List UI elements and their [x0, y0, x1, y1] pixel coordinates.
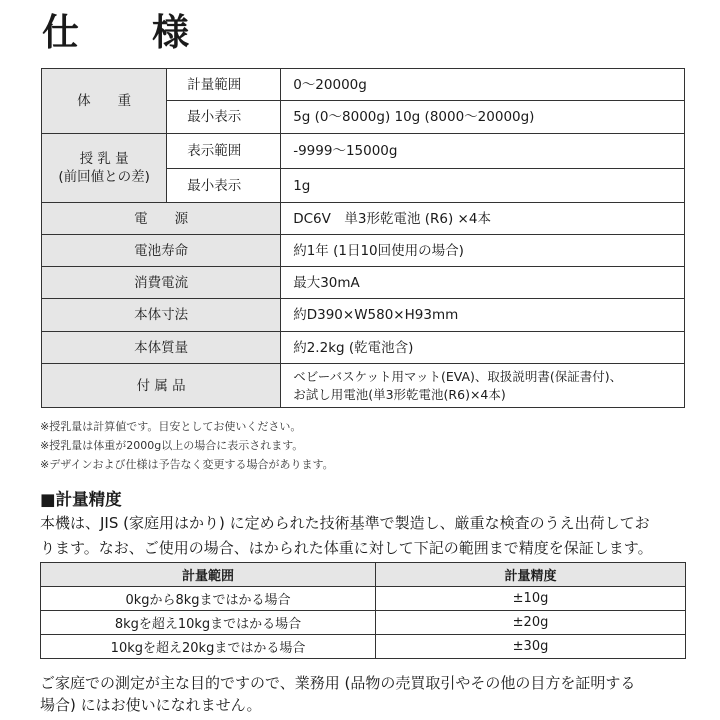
note-item: ※授乳量は計算値です。目安としてお使いください。 — [40, 420, 302, 433]
row-label: 電 源 — [42, 203, 281, 235]
range-cell: 10kgを超え20kgまではかる場合 — [41, 635, 376, 659]
spec-value: -9999〜15000g — [281, 134, 685, 169]
table-header-row — [41, 563, 686, 587]
sub-label: 表示範囲 — [167, 134, 281, 169]
table-row — [42, 69, 685, 101]
footer-line: 場合) にはお使いになれません。 — [40, 696, 262, 714]
spec-value: DC6V 単3形乾電池 (R6) ×4本 — [281, 203, 685, 235]
footer-line: ご家庭での測定が主な目的ですので、業務用 (品物の売買取引やその他の目方を証明する — [40, 674, 636, 692]
spec-table — [41, 68, 685, 408]
page-title: 仕 様 — [42, 11, 207, 54]
weight-label: 体 重 — [42, 69, 167, 134]
note-item: ※デザインおよび仕様は予告なく変更する場合があります。 — [40, 458, 334, 471]
accessories-value — [281, 364, 685, 408]
accessories-line1: ベビーバスケット用マット(EVA)、取扱説明書(保証書付)、 — [293, 368, 623, 384]
range-cell: 0kgから8kgまではかる場合 — [41, 587, 376, 611]
accessories-line2: お試し用電池(単3形乾電池(R6)×4本) — [293, 386, 506, 402]
accuracy-table — [40, 562, 686, 659]
sub-label: 最小表示 — [167, 101, 281, 134]
accuracy-paragraph — [40, 511, 690, 561]
spec-value: 最大30mA — [281, 267, 685, 299]
row-label: 消費電流 — [42, 267, 281, 299]
note-item: ※授乳量は体重が2000g以上の場合に表示されます。 — [40, 439, 304, 452]
table-row — [42, 332, 685, 364]
table-row — [42, 299, 685, 332]
spec-value: 約2.2kg (乾電池含) — [281, 332, 685, 364]
feeding-label-line2: (前回値との差) — [58, 169, 150, 185]
table-row — [42, 134, 685, 169]
column-header: 計量精度 — [376, 563, 686, 587]
spec-value: 約D390×W580×H93mm — [281, 299, 685, 332]
paragraph-line: ります。なお、ご使用の場合、はかられた体重に対して下記の範囲まで精度を保証します。 — [40, 539, 653, 557]
spec-value: 5g (0〜8000g) 10g (8000〜20000g) — [281, 101, 685, 134]
table-row — [41, 611, 686, 635]
table-row — [41, 587, 686, 611]
accuracy-cell: ±10g — [376, 587, 686, 611]
range-cell: 8kgを超え10kgまではかる場合 — [41, 611, 376, 635]
footer-note — [40, 672, 700, 716]
paragraph-line: 本機は、JIS (家庭用はかり) に定められた技術基準で製造し、厳重な検査のうえ出荷してお — [40, 514, 650, 532]
accessories-label: 付 属 品 — [42, 364, 281, 408]
table-row — [42, 235, 685, 267]
spec-value: 1g — [281, 169, 685, 203]
feeding-label-line1: 授 乳 量 — [79, 151, 129, 167]
row-label: 本体質量 — [42, 332, 281, 364]
column-header: 計量範囲 — [41, 563, 376, 587]
row-label: 本体寸法 — [42, 299, 281, 332]
spec-value: 約1年 (1日10回使用の場合) — [281, 235, 685, 267]
accuracy-cell: ±20g — [376, 611, 686, 635]
sub-label: 最小表示 — [167, 169, 281, 203]
feeding-label — [42, 134, 167, 203]
row-label: 電池寿命 — [42, 235, 281, 267]
accuracy-cell: ±30g — [376, 635, 686, 659]
table-row — [41, 635, 686, 659]
notes — [40, 417, 334, 474]
table-row — [42, 267, 685, 299]
table-row — [42, 364, 685, 408]
spec-value: 0〜20000g — [281, 69, 685, 101]
table-row — [42, 203, 685, 235]
accuracy-heading: ■計量精度 — [40, 490, 122, 509]
sub-label: 計量範囲 — [167, 69, 281, 101]
